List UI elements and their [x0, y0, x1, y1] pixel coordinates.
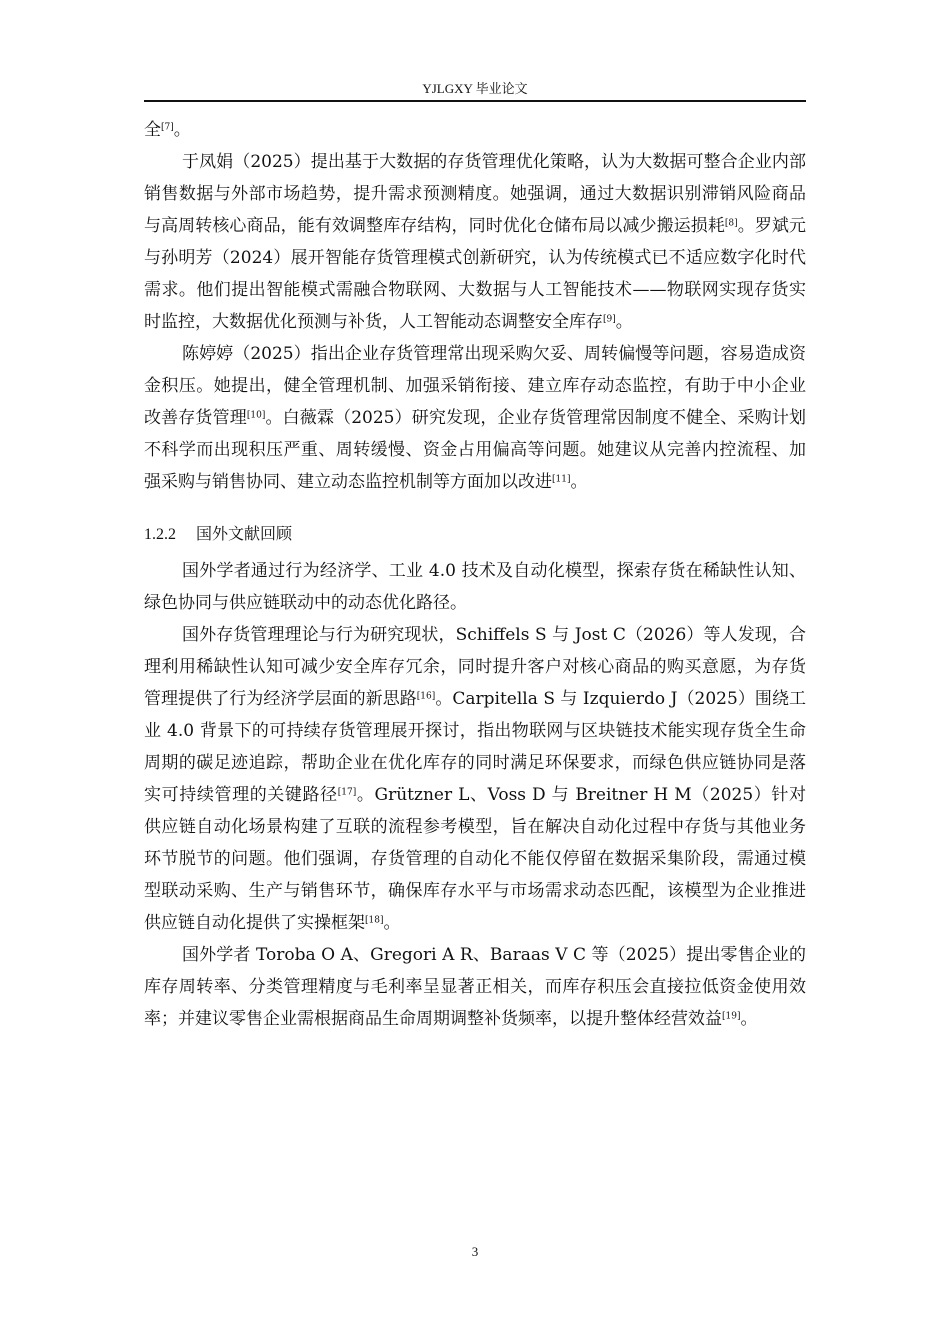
- paragraph-continuation: [144, 114, 806, 146]
- citation-ref: [18]: [365, 915, 384, 926]
- paragraph-text: 于凤娟（2025）提出基于大数据的存货管理优化策略，认为大数据可整合企业内部销售数据与外部市场趋势，提升需求预测精度。她强调，通过大数据识别滞销风险商品与高周转核心商品，能有效调整库存结构，同时优化仓储布局以减少搬运损耗: [144, 152, 806, 236]
- citation-ref: [17]: [337, 787, 357, 798]
- citation-ref: [16]: [416, 691, 436, 702]
- section-number: 1.2.2: [144, 526, 176, 543]
- paragraph-text: 。: [740, 1009, 758, 1029]
- citation-ref: [7]: [161, 122, 174, 133]
- paragraph-text: 。白薇霖（2025）研究发现，企业存货管理常因制度不健全、采购计划不科学而出现积压严重、周转缓慢、资金占用偏高等问题。她建议从完善内控流程、加强采购与销售协同、建立动态监控机制等方面加以改进: [144, 408, 806, 492]
- paragraph-text: 陈婷婷（2025）指出企业存货管理常出现采购欠妥、周转偏慢等问题，容易造成资金积压。她提出，健全管理机制、加强采销衔接、建立库存动态监控，有助于中小企业改善存货管理: [144, 344, 806, 428]
- section-title: 国外文献回顾: [196, 524, 293, 543]
- paragraph-foreign-2: [144, 939, 806, 1035]
- section-heading: [144, 518, 806, 551]
- header-rule: [144, 100, 806, 102]
- citation-ref: [10]: [246, 410, 266, 421]
- paragraph-text: 。: [615, 312, 633, 332]
- citation-ref: [19]: [722, 1011, 741, 1022]
- paragraph-text: 。: [383, 913, 401, 933]
- paragraph-text: 国外学者 Toroba O A、Gregori A R、Baraas V C 等（2025）提出零售企业的库存周转率、分类管理精度与毛利率呈显著正相关，而库存积压会直接拉低资金使用效率；并建议零售企业需根据商品生命周期调整补货频率，以提升整体经营效益: [144, 945, 806, 1029]
- paragraph-text: 全: [144, 120, 161, 140]
- paragraph-text: 。罗斌元与孙明芳（2024）展开智能存货管理模式创新研究，认为传统模式已不适应数字化时代需求。他们提出智能模式需融合物联网、大数据与人工智能技术——物联网实现存货实时监控，大数据优化预测与补货，人工智能动态调整安全库存: [144, 216, 807, 332]
- paragraph-text: 。Carpitella S 与 Izquierdo J（2025）围绕工业 4.0 背景下的可持续存货管理展开探讨，指出物联网与区块链技术能实现存货全生命周期的碳足迹追踪，帮助企业在优化库存的同时满足环保要求，而绿色供应链协同是落实可持续管理的关键路径: [144, 689, 806, 805]
- running-header: YJLGXY 毕业论文: [422, 81, 528, 96]
- citation-ref: [9]: [603, 314, 616, 325]
- body-text: [144, 114, 806, 1035]
- paragraph-text: 。: [570, 472, 588, 492]
- paragraph-domestic-1: [144, 146, 806, 338]
- paragraph-text: 。: [173, 120, 191, 140]
- paragraph-foreign-1: [144, 619, 806, 939]
- paragraph-foreign-intro: [144, 555, 806, 619]
- paragraph-text: 。Grützner L、Voss D 与 Breitner H M（2025）针对供应链自动化场景构建了互联的流程参考模型，旨在解决自动化过程中存货与其他业务环节脱节的问题。他们强调，存货管理的自动化不能仅停留在数据采集阶段，需通过模型联动采购、生产与销售环节，确保库存水平与市场需求动态匹配，该模型为企业推进供应链自动化提供了实操框架: [144, 785, 807, 933]
- paragraph-domestic-2: [144, 338, 806, 498]
- page-number: 3: [471, 1244, 479, 1259]
- citation-ref: [11]: [552, 474, 571, 485]
- paragraph-text: 国外学者通过行为经济学、工业 4.0 技术及自动化模型，探索存货在稀缺性认知、绿色协同与供应链联动中的动态优化路径。: [144, 561, 806, 613]
- citation-ref: [8]: [724, 218, 738, 229]
- paragraph-text: 国外存货管理理论与行为研究现状，Schiffels S 与 Jost C（2026）等人发现，合理利用稀缺性认知可减少安全库存冗余，同时提升客户对核心商品的购买意愿，为存货管理提供了行为经济学层面的新思路: [144, 625, 806, 709]
